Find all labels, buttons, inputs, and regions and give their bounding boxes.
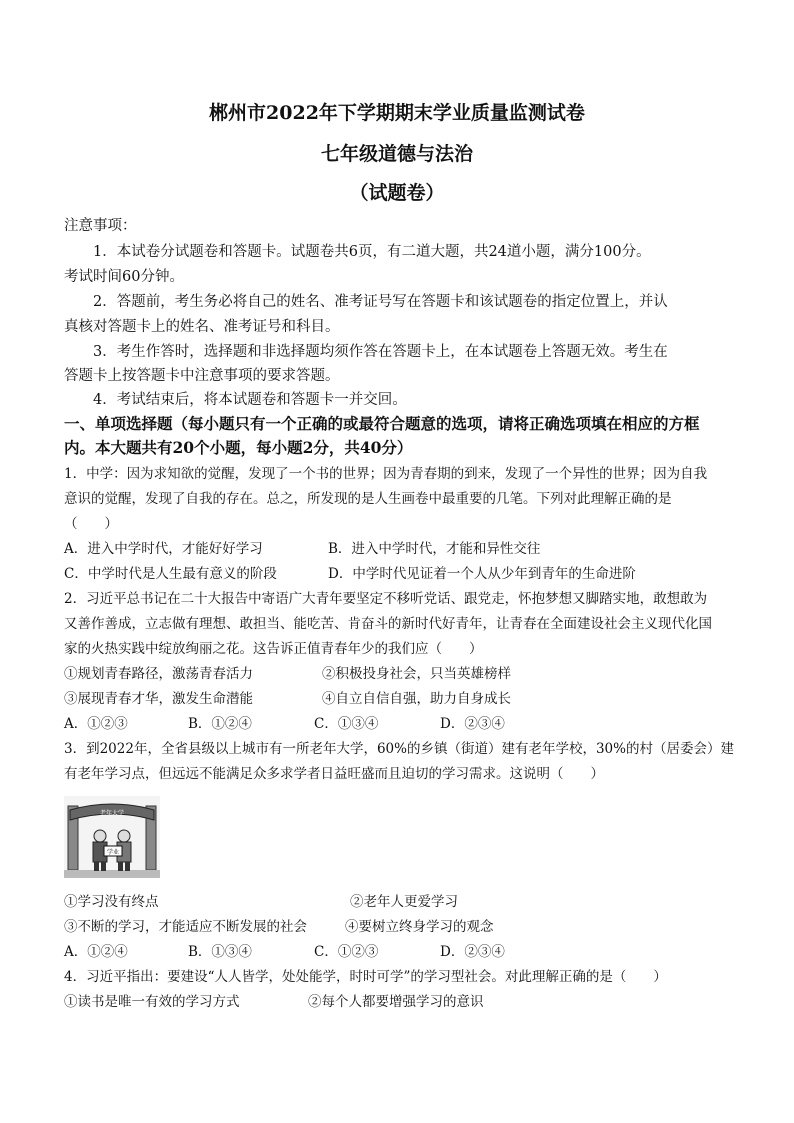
question-2-text: 又善作善成，立志做有理想、敢担当、能吃苦、肯奋斗的新时代好青年，让青春在全面建设社会主义现代化国 — [64, 616, 712, 632]
notice-line: 1．本试卷分试题卷和答题卡。试题卷共6页，有二道大题，共24道小题，满分100分。 — [93, 244, 651, 260]
q3-item-4: ④要树立终身学习的观念 — [345, 919, 494, 935]
q3-item-2: ②老年人更爱学习 — [350, 894, 458, 910]
notice-line: 考试时间60分钟。 — [64, 269, 184, 285]
notice-line: 2．答题前，考生务必将自己的姓名、准考证号写在答题卡和该试题卷的指定位置上，并认 — [93, 294, 668, 310]
q3-option-b: B．①③④ — [188, 944, 252, 960]
q3-item-3: ③不断的学习，才能适应不断发展的社会 — [64, 919, 307, 935]
held-board-text: 学业 — [106, 849, 120, 856]
q2-option-c: C．①③④ — [314, 716, 379, 732]
q1-option-d: D．中学时代见证着一个人从少年到青年的生命进阶 — [328, 566, 636, 582]
q2-item-1: ①规划青春路径，激荡青春活力 — [64, 666, 253, 682]
notice-line: 4．考试结束后，将本试题卷和答题卡一并交回。 — [93, 392, 407, 408]
question-2-text: 家的火热实践中绽放绚丽之花。这告诉正值青春年少的我们应（ ） — [64, 641, 483, 657]
q2-option-b: B．①②④ — [188, 716, 252, 732]
question-4-text: 4．习近平指出：要建设“人人皆学，处处能学，时时可学”的学习型社会。对此理解正确的是（ ） — [64, 969, 667, 985]
question-1-text: 1．中学：因为求知欲的觉醒，发现了一个书的世界；因为青春期的到来，发现了一个异性的世界；因为自我 — [64, 466, 708, 482]
question-1-text: 意识的觉醒，发现了自我的存在。总之，所发现的是人生画卷中最重要的几笔。下列对此理解正确的是 — [64, 491, 672, 507]
notice-heading: 注意事项： — [64, 218, 137, 234]
q1-option-a: A．进入中学时代，才能好好学习 — [64, 541, 263, 557]
q2-item-4: ④自立自信自强，助力自身成长 — [322, 691, 511, 707]
q2-item-3: ③展现青春才华，激发生命潜能 — [64, 691, 253, 707]
q3-option-c: C．①②③ — [314, 944, 379, 960]
q3-option-d: D．②③④ — [440, 944, 505, 960]
notice-line: 答题卡上按答题卡中注意事项的要求答题。 — [64, 368, 340, 384]
q4-item-2: ②每个人都要增强学习的意识 — [308, 994, 484, 1010]
q3-option-a: A．①②④ — [64, 944, 128, 960]
section-heading: 一、单项选择题（每小题只有一个正确的或最符合题意的选项，请将正确选项填在相应的方框 — [64, 414, 700, 433]
gate-sign-text: 老年大学 — [99, 810, 125, 817]
notice-line: 真核对答题卡上的姓名、准考证号和科目。 — [64, 319, 340, 335]
q3-item-1: ①学习没有终点 — [64, 894, 159, 910]
q1-option-c: C．中学时代是人生最有意义的阶段 — [64, 566, 277, 582]
q2-item-2: ②积极投身社会，只当英雄榜样 — [322, 666, 511, 682]
q4-item-1: ①读书是唯一有效的学习方式 — [64, 994, 240, 1010]
senior-university-illustration — [64, 796, 160, 878]
exam-subject: 七年级道德与法治 — [320, 143, 473, 165]
exam-subtitle: （试题卷） — [349, 182, 445, 204]
question-3-text: 有老年学习点，但远远不能满足众多求学者日益旺盛而且迫切的学习需求。这说明（ ） — [64, 766, 604, 782]
q1-option-b: B．进入中学时代，才能和异性交往 — [328, 541, 541, 557]
section-heading: 内。本大题共有20个小题，每小题2分，共40分） — [64, 438, 413, 457]
question-3-text: 3．到2022年，全省县级以上城市有一所老年大学，60%的乡镇（街道）建有老年学校，30%的村（居委会）建 — [64, 741, 734, 757]
question-2-text: 2．习近平总书记在二十大报告中寄语广大青年要坚定不移听党话、跟党走，怀抱梦想又脚踏实地，敢想敢为 — [64, 591, 708, 607]
q2-option-a: A．①②③ — [64, 716, 128, 732]
q2-option-d: D．②③④ — [440, 716, 505, 732]
notice-line: 3．考生作答时，选择题和非选择题均须作答在答题卡上，在本试题卷上答题无效。考生在 — [93, 344, 668, 360]
question-1-text: （ ） — [64, 516, 118, 532]
exam-title: 郴州市2022年下学期期末学业质量监测试卷 — [209, 102, 585, 124]
